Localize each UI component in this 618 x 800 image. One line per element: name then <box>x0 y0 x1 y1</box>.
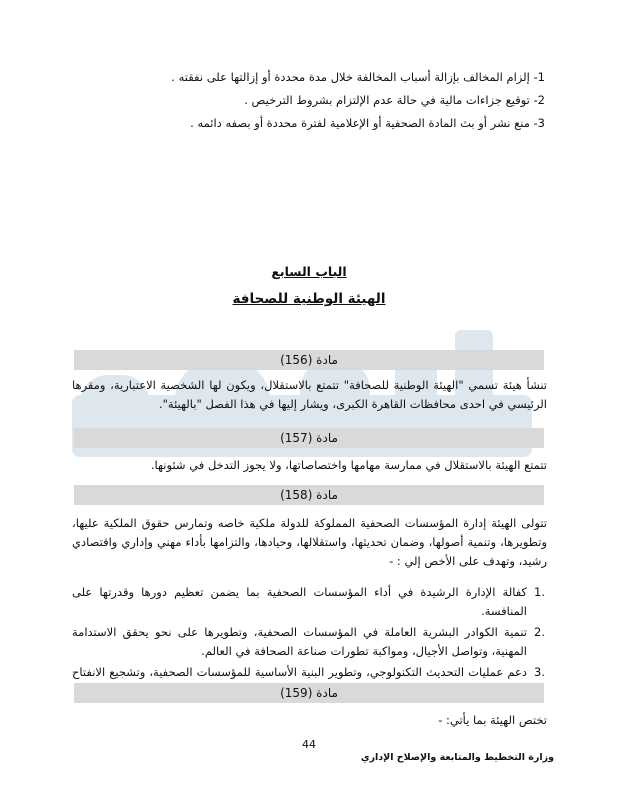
article-159-heading: مادة (159) <box>74 683 544 703</box>
article-156-heading: مادة (156) <box>74 350 544 370</box>
article-156-text: تنشأ هيئة تسمي "الهيئة الوطنية للصحافة" تتمتع بالاستقلال، ويكون لها الشخصية الاعتبارية، ومقرها الرئيسي في احدى محافظات القاهرة الكبرى، ويشار إليها في هذا الفصل "بالهيئة". <box>72 378 547 411</box>
chapter-subtitle: الهيئة الوطنية للصحافة <box>232 291 386 307</box>
list-item: 2. تنمية الكوادر البشرية العاملة في المؤسسات الصحفية، وتطويرها على نحو يحقق الاستدامة المهنية، وتواصل الأجيال، ومواكبة تطورات صناعة الصحافة في العالم. <box>72 625 545 658</box>
chapter-title: الباب السابع <box>271 264 347 279</box>
list-number: 1. <box>534 585 545 599</box>
intro-penalties-list <box>80 66 545 135</box>
page-number: 44 <box>302 738 316 751</box>
article-158-heading: مادة (158) <box>74 485 544 505</box>
article-157-heading: مادة (157) <box>74 428 544 448</box>
article-157-text: تتمتع الهيئة بالاستقلال في ممارسة مهامها واختصاصاتها، ولا يجوز التدخل في شئونها. <box>150 458 547 472</box>
intro-item: 3- منع نشر أو بث المادة الصحفية أو الإعلامية لفترة محددة أو بصفه دائمه . <box>190 116 545 130</box>
footer-ministry: وزارة التخطيط والمتابعة والإصلاح الإداري <box>360 752 554 763</box>
list-number: 3. <box>534 665 545 679</box>
list-number: 2. <box>534 625 545 639</box>
article-158-text: تتولى الهيئة إدارة المؤسسات الصحفية المملوكة للدولة ملكية خاصه وتمارس حقوق الملكية عليها، وتطويرها، وتنمية أصولها، وضمان تحديثها، واستقلالها، وحيادها، والتزامها بأداء مهني وإداري واقتصادي رشيد، وتهدف على الأخص إلي : - <box>72 516 547 568</box>
list-item: 3. دعم عمليات التحديث التكنولوجي، وتطوير البنية الأساسية للمؤسسات الصحفية، وتشجيع الانفتاح <box>72 663 547 701</box>
intro-item: 2- توقيع جزاءات مالية في حالة عدم الإلتزام بشروط الترخيص . <box>244 93 545 107</box>
article-159-text: تختص الهيئة بما يأتي: - <box>438 713 547 727</box>
list-item: 1. كفالة الإدارة الرشيدة في أداء المؤسسات الصحفية بما يضمن تعظيم دورها وقدرتها على المنافسة. <box>72 585 545 618</box>
intro-item: 1- إلزام المخالف بإزالة أسباب المخالفة خلال مدة محددة أو إزالتها على نفقته . <box>171 70 545 84</box>
